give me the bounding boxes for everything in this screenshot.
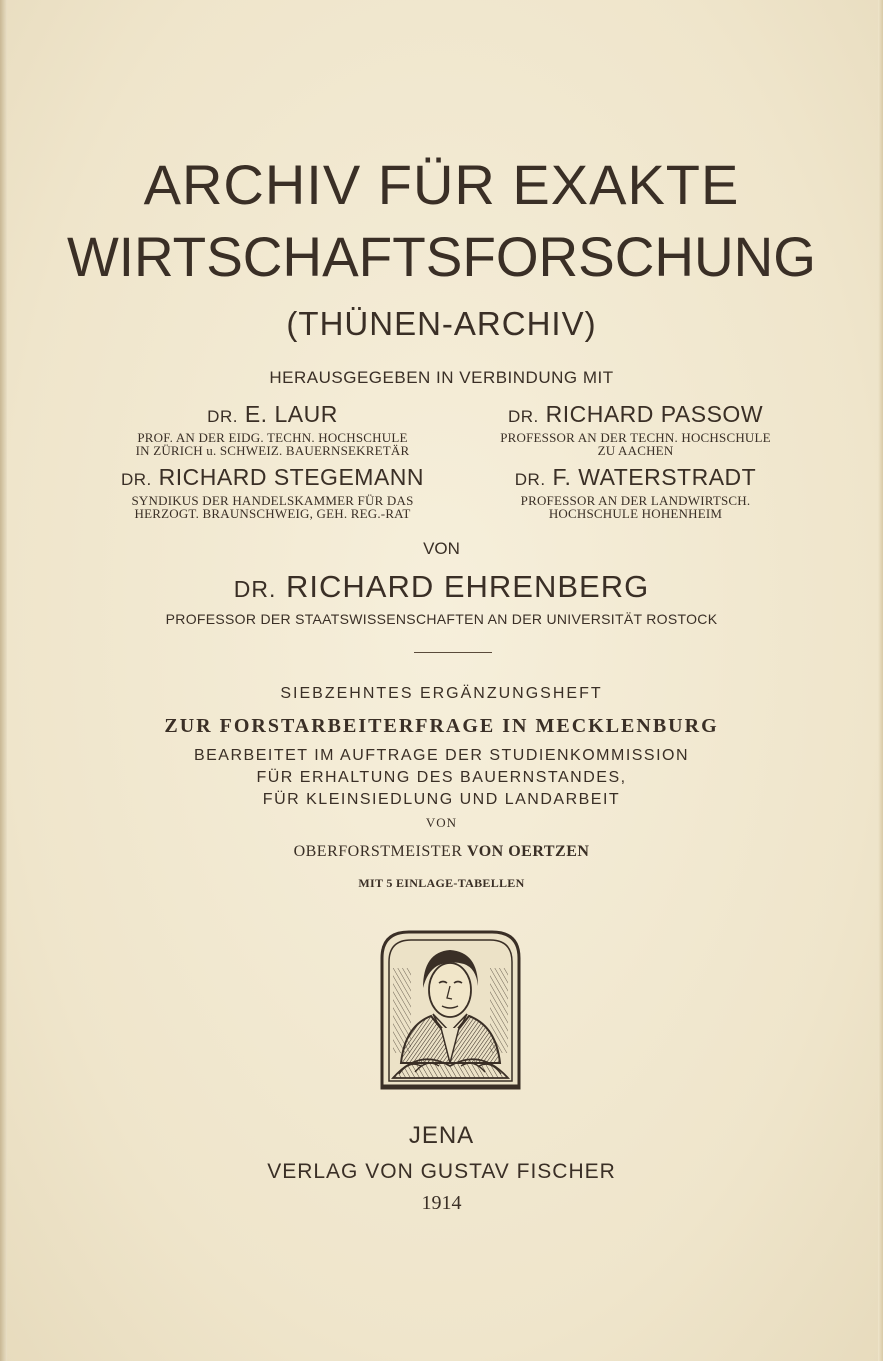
divider-rule (414, 652, 492, 653)
coeditor-affiliation-2: IN ZÜRICH u. SCHWEIZ. BAUERNSEKRETÄR (135, 443, 410, 458)
editor-name (0, 568, 883, 608)
coeditor-affiliation-2: HERZOGT. BRAUNSCHWEIG, GEH. REG.-RAT (134, 506, 411, 521)
imprint-city: JENA (408, 1122, 475, 1149)
coeditor-stegemann (100, 463, 445, 520)
coeditor-laur (100, 400, 445, 457)
coeditor-affiliation-1: PROF. AN DER EIDG. TECHN. HOCHSCHULE (137, 430, 408, 445)
commission-line-1: BEARBEITET IM AUFTRAGE DER STUDIENKOMMISSION (193, 747, 690, 764)
imprint-year: 1914 (421, 1192, 462, 1214)
coeditor-prefix: DR. (120, 470, 152, 489)
coeditor-affiliation-1: PROFESSOR AN DER TECHN. HOCHSCHULE (500, 430, 771, 445)
author-title: OBERFORSTMEISTER (293, 843, 463, 860)
author-name: VON OERTZEN (467, 843, 590, 860)
subtitle: (THÜNEN-ARCHIV) (286, 305, 597, 342)
editor-fullname: RICHARD EHRENBERG (286, 569, 650, 604)
coeditor-affiliation-1: PROFESSOR AN DER LANDWIRTSCH. (520, 493, 751, 508)
coeditor-passow (458, 400, 813, 457)
tables-note: MIT 5 EINLAGE-TABELLEN (358, 876, 525, 890)
coeditor-waterstradt (458, 463, 813, 520)
editor-prefix: DR. (233, 576, 277, 602)
coeditor-name: E. LAUR (244, 401, 338, 427)
coeditor-affiliation-2: HOCHSCHULE HOHENHEIM (548, 506, 723, 521)
coeditor-name: RICHARD STEGEMANN (158, 464, 425, 490)
title-line-1: ARCHIV FÜR EXAKTE (143, 153, 740, 216)
supplement-topic: ZUR FORSTARBEITERFRAGE IN MECKLENBURG (164, 715, 719, 737)
coeditor-prefix: DR. (207, 407, 238, 426)
von-label-2: VON (425, 815, 458, 830)
imprint-publisher: VERLAG VON GUSTAV FISCHER (267, 1160, 616, 1183)
portrait-emblem-icon (379, 928, 522, 1090)
coeditor-name: RICHARD PASSOW (545, 401, 764, 427)
commission-line-3: FÜR KLEINSIEDLUNG UND LANDARBEIT (262, 791, 621, 808)
author-line (0, 841, 883, 863)
edited-with-label: HERAUSGEGEBEN IN VERBINDUNG MIT (269, 368, 614, 387)
supplement-number: SIEBZEHNTES ERGÄNZUNGSHEFT (280, 685, 603, 702)
coeditor-affiliation-1: SYNDIKUS DER HANDELSKAMMER FÜR DAS (131, 493, 414, 508)
coeditor-prefix: DR. (514, 470, 546, 489)
coeditor-affiliation-2: ZU AACHEN (597, 443, 674, 458)
von-label: VON (423, 539, 460, 558)
coeditor-prefix: DR. (507, 407, 539, 426)
title-line-2: WIRTSCHAFTSFORSCHUNG (66, 225, 816, 288)
coeditor-name: F. WATERSTRADT (552, 464, 757, 490)
editor-affiliation: PROFESSOR DER STAATSWISSENSCHAFTEN AN DER UNIVERSITÄT ROSTOCK (165, 611, 718, 627)
commission-line-2: FÜR ERHALTUNG DES BAUERNSTANDES, (256, 769, 627, 786)
